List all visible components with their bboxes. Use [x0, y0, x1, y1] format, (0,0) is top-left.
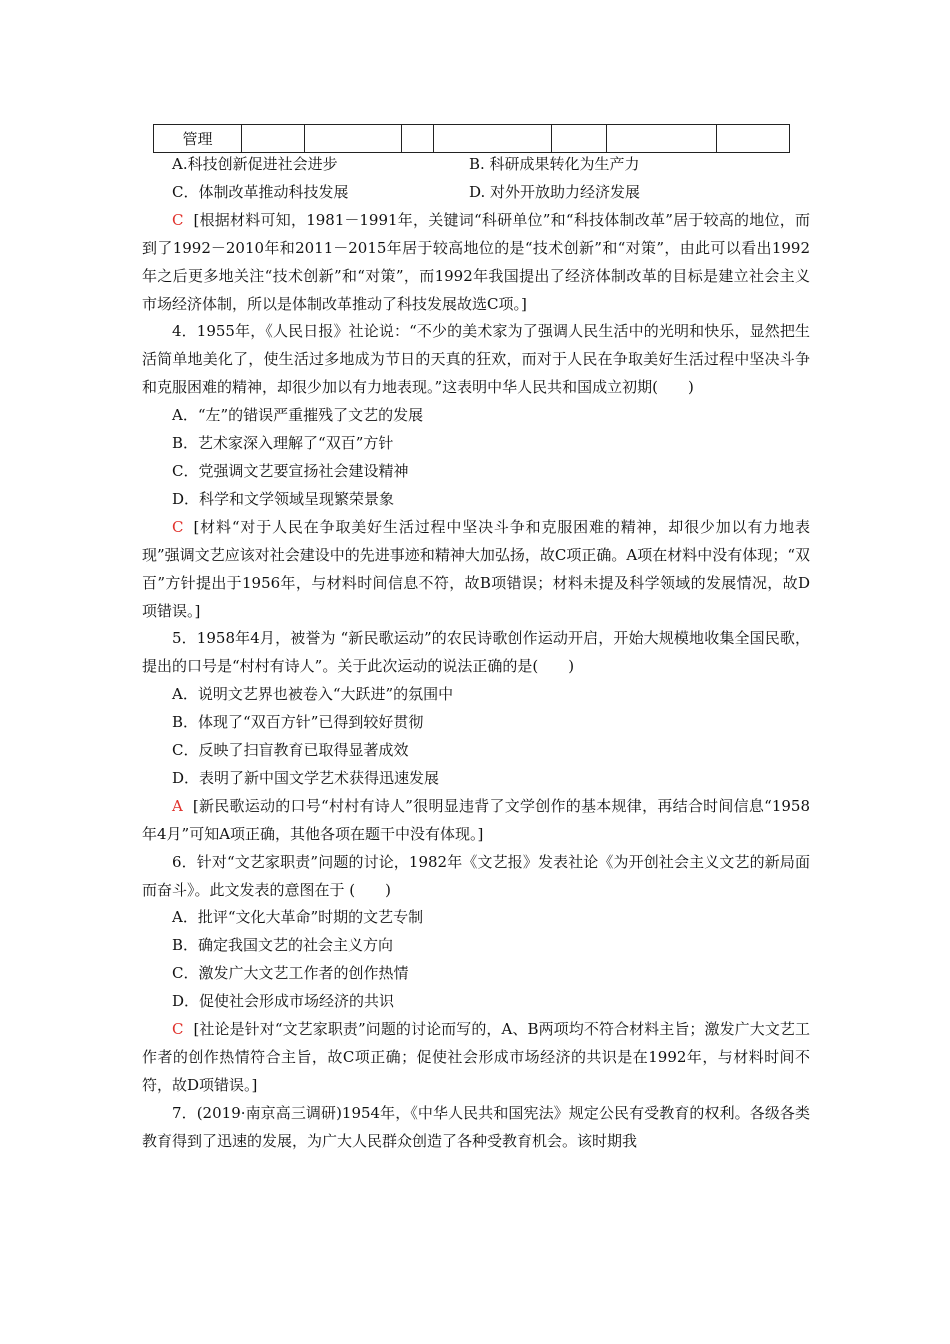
table-cell [717, 125, 790, 153]
q4-explanation-text: [材料“对于人民在争取美好生活过程中坚决斗争和克服困难的精神，却很少加以有力地表现”强调文艺应该对社会建设中的先进事迹和精神大加弘扬，故C项正确。A项在材料中没有体现；“双百”方针提出于1956年，与材料时间信息不符，故B项错误；材料未提及科学领域的发展情况，故D项错误。] [142, 517, 810, 620]
table-cell [242, 125, 305, 153]
q3-option-b: B. 科研成果转化为生产力 [469, 155, 640, 173]
q4-option-b: B．艺术家深入理解了“双百”方针 [172, 434, 394, 453]
q4-option-d: D．科学和文学领域呈现繁荣景象 [172, 489, 395, 508]
q6-option-b: B．确定我国文艺的社会主义方向 [172, 936, 394, 955]
q5-explanation [142, 793, 810, 849]
q4-answer-letter: C [172, 517, 184, 536]
q5-explanation-text: [新民歌运动的口号“村村有诗人”很明显违背了文学创作的基本规律，再结合时间信息“1958年4月”可知A项正确，其他各项在题干中没有体现。] [142, 796, 810, 843]
q6-explanation [142, 1016, 810, 1100]
q3-option-c: C．体制改革推动科技发展 [172, 182, 349, 201]
q3-options-row2 [142, 179, 810, 207]
q3-option-a: A.科技创新促进社会进步 [172, 155, 338, 173]
q5-answer-letter: A [172, 796, 183, 815]
q4-option-a: A．“左”的错误严重摧残了文艺的发展 [172, 406, 424, 425]
table-cell [552, 125, 607, 153]
q7-stem: 7．(2019·南京高三调研)1954年，《中华人民共和国宪法》规定公民有受教育的权利。各级各类教育得到了迅速的发展，为广大人民群众创造了各种受教育机会。该时期我 [142, 1103, 810, 1150]
q4-stem: 4．1955年，《人民日报》社论说：“不少的美术家为了强调人民生活中的光明和快乐，显然把生活简单地美化了，使生活过多地成为节日的天真的狂欢，而对于人民在争取美好生活过程中坚决斗争和克服困难的精神，却很少加以有力地表现。”这表明中华人民共和国成立初期( ) [142, 322, 810, 397]
q6-option-c: C．激发广大文艺工作者的创作热情 [172, 964, 409, 983]
q3-option-d: D. 对外开放助力经济发展 [469, 182, 641, 201]
keyword-table-fragment [153, 124, 790, 153]
table-cell [305, 125, 402, 153]
q5-option-b: B．体现了“双百方针”已得到较好贯彻 [172, 713, 424, 732]
q5-stem: 5．1958年4月，被誉为 “新民歌运动”的农民诗歌创作运动开启，开始大规模地收集全国民歌，提出的口号是“村村有诗人”。关于此次运动的说法正确的是( ) [142, 629, 810, 676]
table-cell [607, 125, 717, 153]
table-row [154, 125, 790, 153]
q5-option-c: C．反映了扫盲教育已取得显著成效 [172, 741, 409, 760]
table-cell [434, 125, 552, 153]
q5-option-d: D．表明了新中国文学艺术获得迅速发展 [172, 768, 440, 787]
document-body [142, 151, 810, 1156]
q6-stem: 6．针对“文艺家职责”问题的讨论，1982年《文艺报》发表社论《为开创社会主义文艺的新局面而奋斗》。此文发表的意图在于 ( ) [142, 852, 810, 899]
q3-explanation [142, 207, 810, 319]
q5-option-a: A．说明文艺界也被卷入“大跃进”的氛围中 [172, 685, 454, 704]
table-cell [402, 125, 434, 153]
q4-option-c: C．党强调文艺要宣扬社会建设精神 [172, 461, 409, 480]
q4-explanation [142, 514, 810, 626]
table-cell-label: 管理 [154, 125, 242, 153]
q3-answer-letter: C [172, 210, 184, 229]
q3-explanation-text: [根据材料可知，1981－1991年，关键词“科研单位”和“科技体制改革”居于较高的地位，而到了1992－2010年和2011－2015年居于较高地位的是“技术创新”和“对策”，由此可以看出1992年之后更多地关注“技术创新”和“对策”，而1992年我国提出了经济体制改革的目标是建立社会主义市场经济体制，所以是体制改革推动了科技发展故选C项。] [142, 210, 810, 313]
q6-option-a: A．批评“文化大革命”时期的文艺专制 [172, 908, 424, 927]
q3-options-row1 [142, 151, 810, 179]
q6-option-d: D．促使社会形成市场经济的共识 [172, 992, 395, 1011]
q6-explanation-text: [社论是针对“文艺家职责”问题的讨论而写的，A、B两项均不符合材料主旨；激发广大文艺工作者的创作热情符合主旨，故C项正确；促使社会形成市场经济的共识是在1992年，与材料时间不符，故D项错误。] [142, 1020, 810, 1094]
q6-answer-letter: C [172, 1020, 184, 1039]
